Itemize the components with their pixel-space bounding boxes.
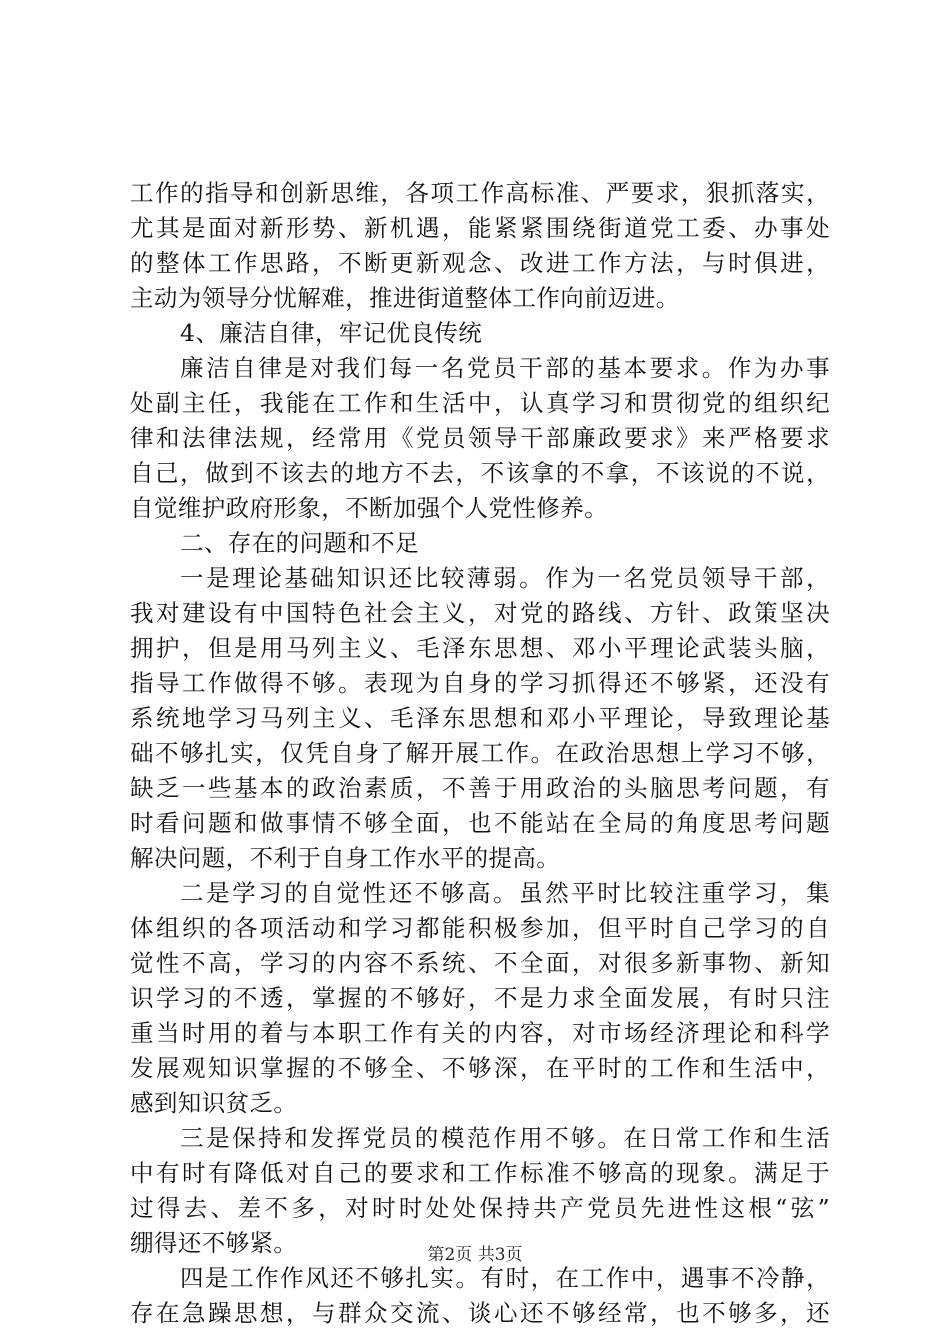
- text-line: 主动为领导分忧解难，推进街道整体工作向前迈进。: [130, 284, 680, 312]
- text-line: 绷得还不够紧。: [130, 1229, 298, 1257]
- text-line: 二是学习的自觉性还不够高。虽然平时比较注重学习，集: [180, 879, 830, 907]
- section-heading: 二、存在的问题和不足: [180, 529, 419, 557]
- text-line: 时看问题和做事情不够全面，也不能站在全局的角度思考问题: [130, 809, 830, 837]
- page-indicator: 第2页 共3页: [427, 1245, 523, 1265]
- text-line: 四是工作作风还不够扎实。有时，在工作中，遇事不冷静，: [180, 1264, 830, 1292]
- text-line: 发展观知识掌握的不够全、不够深，在平时的工作和生活中，: [130, 1054, 830, 1082]
- text-line: 系统地学习马列主义、毛泽东思想和邓小平理论，导致理论基: [130, 704, 830, 732]
- text-line: 我对建设有中国特色社会主义，对党的路线、方针、政策坚决: [130, 599, 830, 627]
- text-line: 础不够扎实，仅凭自身了解开展工作。在政治思想上学习不够，: [130, 739, 830, 767]
- text-line: 缺乏一些基本的政治素质，不善于用政治的头脑思考问题，有: [130, 774, 830, 802]
- document-body: [130, 176, 830, 1331]
- text-line: 解决问题，不利于自身工作水平的提高。: [130, 844, 561, 872]
- text-line: 过得去、差不多，对时时处处保持共产党员先进性这根“弦”: [130, 1194, 830, 1222]
- text-line: 拥护，但是用马列主义、毛泽东思想、邓小平理论武装头脑，: [130, 634, 830, 662]
- text-line: 廉洁自律是对我们每一名党员干部的基本要求。作为办事: [180, 354, 830, 382]
- text-line: 体组织的各项活动和学习都能积极参加，但平时自己学习的自: [130, 914, 830, 942]
- text-line: 三是保持和发挥党员的模范作用不够。在日常工作和生活: [180, 1124, 830, 1152]
- text-line: 一是理论基础知识还比较薄弱。作为一名党员领导干部，: [180, 564, 830, 592]
- text-line: 尤其是面对新形势、新机遇，能紧紧围绕街道党工委、办事处: [130, 214, 830, 242]
- text-line: 重当时用的着与本职工作有关的内容，对市场经济理论和科学: [130, 1019, 830, 1047]
- text-line: 存在急躁思想，与群众交流、谈心还不够经常，也不够多，还: [130, 1299, 830, 1327]
- text-line: 中有时有降低对自己的要求和工作标准不够高的现象。满足于: [130, 1159, 830, 1187]
- section-heading: 4、廉洁自律，牢记优良传统: [180, 319, 483, 347]
- text-line: 自觉维护政府形象，不断加强个人党性修养。: [130, 494, 608, 522]
- text-line: 工作的指导和创新思维，各项工作高标准、严要求，狠抓落实，: [130, 179, 830, 207]
- text-line: 的整体工作思路，不断更新观念、改进工作方法，与时俱进，: [130, 249, 830, 277]
- text-line: 感到知识贫乏。: [130, 1089, 298, 1117]
- text-line: 指导工作做得不够。表现为自身的学习抓得还不够紧，还没有: [130, 669, 830, 697]
- text-line: 律和法律法规，经常用《党员领导干部廉政要求》来严格要求: [130, 424, 830, 452]
- text-line: 觉性不高，学习的内容不系统、不全面，对很多新事物、新知: [130, 949, 830, 977]
- page-footer: [0, 1243, 950, 1267]
- text-line: 识学习的不透，掌握的不够好，不是力求全面发展，有时只注: [130, 984, 830, 1012]
- text-line: 自己，做到不该去的地方不去，不该拿的不拿，不该说的不说，: [130, 459, 830, 487]
- text-line: 处副主任，我能在工作和生活中，认真学习和贯彻党的组织纪: [130, 389, 830, 417]
